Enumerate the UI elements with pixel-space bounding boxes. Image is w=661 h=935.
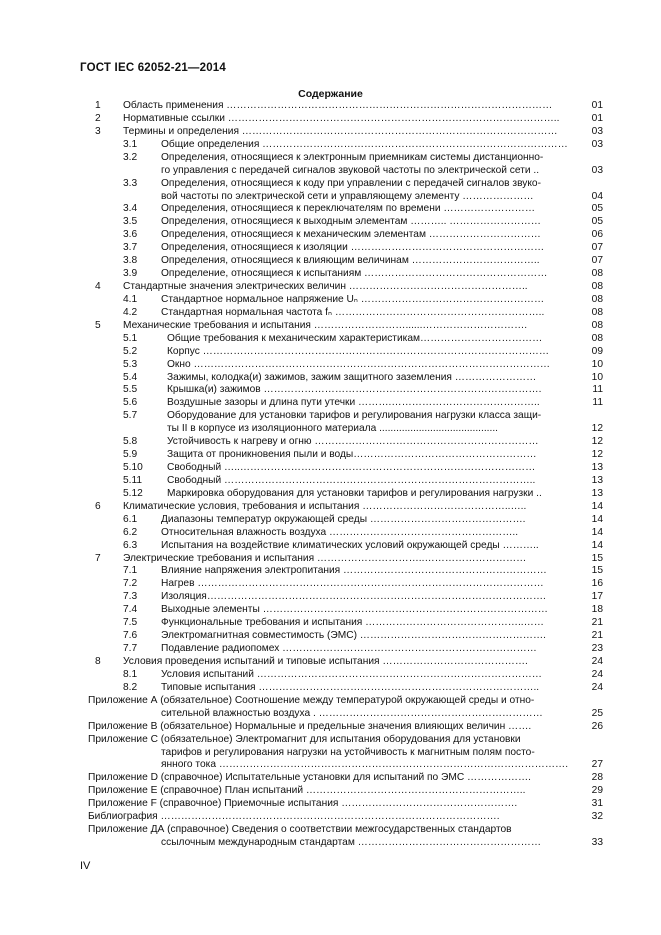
- toc-entry-number: 6: [95, 500, 101, 512]
- toc-entry: [0, 320, 661, 333]
- toc-entry-title: Крышка(и) зажимов ……………………………………………………………………….: [167, 384, 542, 396]
- toc-entry-page: 14: [591, 500, 603, 512]
- toc-entry: [0, 346, 661, 359]
- toc-entry-title: Определения, относящиеся к коду при управлении с передачей сигналов звуко-: [161, 177, 541, 189]
- toc-entry: [0, 591, 661, 604]
- toc-entry-title: Оборудование для установки тарифов и регулирования нагрузки класса защи-: [167, 410, 542, 422]
- toc-entry-page: 18: [591, 604, 603, 616]
- toc-entry-number: 6.2: [123, 526, 138, 538]
- toc-entry: [0, 126, 661, 139]
- toc-entry: [0, 191, 661, 204]
- toc-entry: [0, 565, 661, 578]
- toc-entry-title: Диапазоны температур окружающей среды ……………………………………….: [161, 513, 526, 525]
- toc-entry-title: Приложение F (справочное) Приемочные испытания …………………………………………….: [88, 798, 518, 810]
- toc-entry-title: Типовые испытания ………………………………………………………………………..: [161, 681, 540, 693]
- toc-entry-title: Свободный ………………………………………………………………………………..: [167, 474, 536, 486]
- toc-entry-page: 08: [591, 332, 603, 344]
- toc-entry-title: ссылочным международным стандартам ………………………………………………: [161, 837, 542, 848]
- toc-entry-page: 32: [591, 811, 603, 823]
- toc-entry: [0, 604, 661, 617]
- toc-entry-page: 11: [592, 384, 603, 396]
- toc-entry-page: 24: [591, 681, 603, 693]
- toc-entry-page: 12: [591, 449, 603, 461]
- toc-entry-title: Термины и определения …………………………………………………………………………………: [123, 125, 558, 137]
- toc-entry-number: 4.2: [123, 306, 138, 318]
- toc-entry-page: 21: [591, 617, 603, 629]
- toc-entry-number: 3.9: [123, 268, 138, 280]
- toc-entry: [0, 242, 661, 255]
- toc-entry-page: 11: [592, 397, 603, 409]
- toc-entry: [0, 307, 661, 320]
- toc-title: Содержание: [298, 88, 363, 100]
- toc-entry-number: 7.5: [123, 617, 138, 629]
- toc-entry-title: вой частоты по электрической сети и управляющему элементу …………………: [161, 190, 534, 202]
- toc-entry: [0, 229, 661, 242]
- toc-entry-page: 05: [591, 216, 603, 228]
- toc-entry-title: Выходные элементы …………………………………………………………………………: [161, 604, 548, 616]
- toc-entry-number: 3: [95, 125, 101, 137]
- toc-entry: [0, 203, 661, 216]
- toc-entry-number: 7.2: [123, 578, 138, 590]
- toc-entry: [0, 462, 661, 475]
- toc-entry: [0, 165, 661, 178]
- toc-entry: [0, 268, 661, 281]
- toc-entry-number: 5.3: [123, 358, 138, 370]
- toc-entry: [0, 501, 661, 514]
- toc-entry-title: Определение, относящиеся к испытаниям ………………………………………………: [161, 268, 548, 280]
- toc-entry-page: 04: [591, 190, 603, 202]
- toc-entry: [0, 721, 661, 734]
- toc-entry-page: 08: [591, 268, 603, 280]
- toc-entry-page: 10: [591, 358, 603, 370]
- toc-entry-title: Приложение ДА (справочное) Сведения о соответствии межгосударственных стандартов: [88, 824, 512, 836]
- toc-entry: [0, 359, 661, 372]
- toc-entry-number: 5.8: [123, 436, 138, 448]
- toc-entry-title: Определения, относящиеся к изоляции …………………………………………………: [161, 242, 545, 254]
- toc-entry: [0, 152, 661, 165]
- toc-entry-number: 3.8: [123, 255, 138, 267]
- toc-entry-title: Окно ……………………………………………………………………………………………: [167, 358, 551, 370]
- toc-entry-title: Стандартная нормальная частота fₙ ……………………………………………………..: [161, 306, 545, 318]
- toc-entry-title: Нормативные ссылки ……………………………………………………………………………………..: [123, 112, 560, 124]
- toc-entry-title: Определения, относящиеся к влияющим величинам ………………………………..: [161, 255, 540, 267]
- toc-entry-number: 5.11: [123, 474, 143, 486]
- toc-entry: [0, 514, 661, 527]
- toc-entry: [0, 734, 661, 747]
- toc-entry-title: Определения, относящиеся к выходным элементам ……….. ………………………: [161, 216, 541, 228]
- toc-entry: [0, 824, 661, 837]
- toc-entry-title: Относительная влажность воздуха ………………………………………………..: [161, 526, 519, 538]
- toc-entry-number: 4: [95, 281, 101, 293]
- toc-entry-page: 03: [591, 125, 603, 137]
- toc-entry-page: 01: [591, 112, 603, 124]
- toc-entry-title: Зажимы, колодка(и) зажимов, зажим защитного заземления ……………………: [167, 371, 537, 383]
- toc-entry-number: 7.6: [123, 630, 138, 642]
- toc-entry-number: 7.4: [123, 604, 138, 616]
- toc-entry-page: 31: [591, 798, 603, 810]
- toc-entry-number: 8.2: [123, 681, 138, 693]
- toc-entry-page: 06: [591, 229, 603, 241]
- toc-entry-page: 17: [591, 591, 603, 603]
- toc-entry-title: Общие определения ………………………………………………………………………………: [161, 138, 568, 150]
- toc-entry-number: 5.7: [123, 410, 138, 422]
- toc-entry-title: Корпус …………………………………………………………………………………………: [167, 345, 550, 357]
- toc-entry-number: 5.9: [123, 449, 138, 461]
- toc-entry-page: 33: [591, 837, 603, 848]
- toc-entry: [0, 527, 661, 540]
- toc-entry-page: 08: [591, 293, 603, 305]
- toc-entry-title: Условия испытаний …………………………………………………………………………: [161, 668, 542, 680]
- toc-entry-number: 8.1: [123, 668, 138, 680]
- toc-entry-title: Общие требования к механическим характеристикам………………………………: [167, 332, 543, 344]
- toc-entry-title: Подавление радиопомех …………………………………………………………………: [161, 643, 537, 655]
- toc-entry-number: 6.1: [123, 513, 138, 525]
- toc-entry-title: Функциональные требования и испытания ………………………………………..……: [161, 617, 544, 629]
- toc-entry: [0, 630, 661, 643]
- toc-entry: [0, 281, 661, 294]
- toc-entry-number: 7.1: [123, 565, 138, 577]
- toc-entry-title: Приложение Е (справочное) План испытаний ………………………………………………………..: [88, 785, 526, 797]
- toc-entry-number: 3.7: [123, 242, 138, 254]
- toc-entry: [0, 578, 661, 591]
- toc-entry-title: Определения, относящиеся к переключателям по времени ………………………: [161, 203, 536, 215]
- toc-entry-number: 5.1: [123, 332, 138, 344]
- toc-entry: [0, 811, 661, 824]
- toc-entry: [0, 423, 661, 436]
- toc-entry-number: 3.3: [123, 177, 138, 189]
- toc-entry: [0, 747, 661, 760]
- toc-entry-page: 27: [591, 759, 603, 771]
- toc-entry: [0, 656, 661, 669]
- toc-entry-title: го управления с передачей сигналов звуковой частоты по электрической сети ..: [161, 164, 540, 176]
- toc-entry: [0, 410, 661, 423]
- toc-entry-title: ты II в корпусе из изоляционного материала ..........................................: [167, 423, 498, 435]
- toc-entry-page: 01: [591, 100, 603, 111]
- toc-entry-page: 08: [591, 319, 603, 331]
- toc-entry-page: 15: [591, 565, 603, 577]
- toc-entry-title: Приложение А (обязательное) Соотношение между температурой окружающей среды и отно-: [88, 694, 535, 706]
- toc-entry-page: 13: [591, 462, 603, 474]
- toc-entry: [0, 139, 661, 152]
- toc-entry-title: Устойчивость к нагреву и огню …………………………………………………………: [167, 436, 539, 448]
- toc-entry-number: 4.1: [123, 293, 138, 305]
- toc-entry-page: 14: [591, 539, 603, 551]
- toc-entry: [0, 384, 661, 397]
- toc-entry: [0, 475, 661, 488]
- toc-entry: [0, 449, 661, 462]
- toc-entry-page: 12: [591, 423, 603, 435]
- toc-entry-page: 16: [591, 578, 603, 590]
- toc-entry-page: 07: [591, 255, 603, 267]
- toc-entry: [0, 372, 661, 385]
- toc-entry-number: 7.3: [123, 591, 138, 603]
- toc-entry: [0, 553, 661, 566]
- toc-entry-title: Определения, относящиеся к электронным приемникам системы дистанционно-: [161, 151, 544, 163]
- toc-entry-title: Приложение С (обязательное) Электромагнит для испытания оборудования для установки: [88, 733, 521, 745]
- toc-entry-title: Испытания на воздействие климатических условий окружающей среды ………..: [161, 539, 539, 551]
- toc-entry-page: 24: [591, 668, 603, 680]
- toc-entry-number: 5.10: [123, 462, 143, 474]
- document-header: ГОСТ IEC 62052-21—2014: [80, 62, 226, 74]
- toc-entry: [0, 397, 661, 410]
- toc-entry-page: 14: [591, 513, 603, 525]
- toc-entry-title: Свободный …..……………………………………………………………………………: [167, 462, 536, 474]
- toc-entry-page: 23: [591, 643, 603, 655]
- toc-entry-number: 5: [95, 319, 101, 331]
- page-number: IV: [80, 860, 91, 872]
- toc-entry-title: Стандартные значения электрических величин ……………………………………………..: [123, 281, 528, 293]
- toc-entry-page: 15: [591, 552, 603, 564]
- toc-entry-page: 26: [591, 720, 603, 732]
- toc-entry-title: Определения, относящиеся к механическим элементам ……………………………: [161, 229, 541, 241]
- toc-entry-title: Изоляция……………………………………………………………………………………….: [161, 591, 546, 603]
- toc-entry: [0, 759, 661, 772]
- toc-entry: [0, 785, 661, 798]
- toc-entry-title: Защита от проникновения пыли и воды………………………………………………: [167, 449, 537, 461]
- toc-entry-number: 6.3: [123, 539, 138, 551]
- toc-entry-number: 5.5: [123, 384, 138, 396]
- toc-entry-number: 8: [95, 655, 101, 667]
- toc-entry-number: 2: [95, 112, 101, 124]
- toc-entry-title: Маркировка оборудования для установки тарифов и регулирования нагрузки ..: [167, 487, 542, 499]
- toc-entry-title: Приложение В (обязательное) Нормальные и предельные значения влияющих величин …….: [88, 720, 532, 732]
- toc-entry-number: 7.7: [123, 643, 138, 655]
- toc-entry-page: 13: [591, 474, 603, 486]
- toc-entry-page: 12: [591, 436, 603, 448]
- toc-entry: [0, 100, 661, 113]
- toc-entry-number: 5.2: [123, 345, 138, 357]
- toc-entry-page: 13: [591, 487, 603, 499]
- toc-entry-title: Воздушные зазоры и длина пути утечки ……….……………………………………..: [167, 397, 540, 409]
- toc-entry: [0, 488, 661, 501]
- toc-entry-page: 08: [591, 306, 603, 318]
- toc-entry-title: Климатические условия, требования и испытания ……………………………………..…..: [123, 500, 527, 512]
- toc-entry: [0, 695, 661, 708]
- toc-entry: [0, 113, 661, 126]
- toc-entry: [0, 294, 661, 307]
- toc-entry-title: Библиография ……………………………………………………………………………………….: [88, 811, 500, 823]
- toc-entry-number: 7: [95, 552, 101, 564]
- toc-entry-page: 05: [591, 203, 603, 215]
- toc-entry-number: 3.1: [123, 138, 138, 150]
- toc-entry-title: тарифов и регулирования нагрузки на устойчивость к магнитным полям посто-: [161, 746, 535, 758]
- toc-entry: [0, 540, 661, 553]
- toc-entry: [0, 772, 661, 785]
- toc-entry-number: 5.6: [123, 397, 138, 409]
- toc-entry-number: 3.5: [123, 216, 138, 228]
- toc-entry-page: 14: [591, 526, 603, 538]
- toc-entry-title: Стандартное нормальное напряжение Uₙ ………………………………………………: [161, 293, 545, 305]
- toc-entry-page: 10: [591, 371, 603, 383]
- toc-entry-title: Механические требования и испытания ………………………......………………………….: [123, 319, 528, 331]
- toc-entry-number: 3.4: [123, 203, 138, 215]
- toc-entry-page: 29: [591, 785, 603, 797]
- toc-entry-title: Условия проведения испытаний и типовые испытания …………………………………….: [123, 655, 528, 667]
- toc-entry-page: 24: [591, 655, 603, 667]
- toc-entry-page: 21: [591, 630, 603, 642]
- toc-entry-number: 5.12: [123, 487, 143, 499]
- toc-entry-page: 03: [591, 138, 603, 150]
- toc-entry: [0, 333, 661, 346]
- toc-entry: [0, 436, 661, 449]
- toc-entry-number: 5.4: [123, 371, 138, 383]
- toc-entry-page: 25: [591, 707, 603, 719]
- toc-entry-number: 1: [95, 100, 101, 111]
- toc-entry-number: 3.6: [123, 229, 138, 241]
- toc-entry-number: 3.2: [123, 151, 138, 163]
- toc-entry: [0, 255, 661, 268]
- toc-entry: [0, 798, 661, 811]
- toc-entry-title: сительной влажностью воздуха . …………………………………………………………: [161, 707, 543, 719]
- toc-entry-title: Нагрев …………………………………………………………………………………………: [161, 578, 544, 590]
- toc-entry: [0, 216, 661, 229]
- toc-entry-title: Электромагнитная совместимость (ЭМС) ……………………………………………….: [161, 630, 547, 642]
- toc-entry: [0, 682, 661, 695]
- toc-entry-title: Электрические требования и испытания …………………………..…………………………: [123, 552, 527, 564]
- toc-entry: [0, 643, 661, 656]
- toc-entry-page: 08: [591, 281, 603, 293]
- toc-entry: [0, 178, 661, 191]
- toc-entry-title: янного тока ………………………………………………………………………………………….: [161, 759, 569, 771]
- toc-entry-title: Влияние напряжения электропитания ……………………………………………………: [161, 565, 547, 577]
- toc-entry-title: Приложение D (справочное) Испытательные установки для испытаний по ЭМС ……………….: [88, 772, 532, 784]
- toc-entry-page: 03: [591, 164, 603, 176]
- toc-entry-page: 09: [591, 345, 603, 357]
- toc-entry: [0, 617, 661, 630]
- toc-entry: [0, 669, 661, 682]
- toc-entry: [0, 837, 661, 850]
- toc-entry: [0, 708, 661, 721]
- toc-entry-title: Область применения ……………………………………………………………………………………: [123, 100, 553, 111]
- toc-entry-page: 28: [591, 772, 603, 784]
- toc-entry-page: 07: [591, 242, 603, 254]
